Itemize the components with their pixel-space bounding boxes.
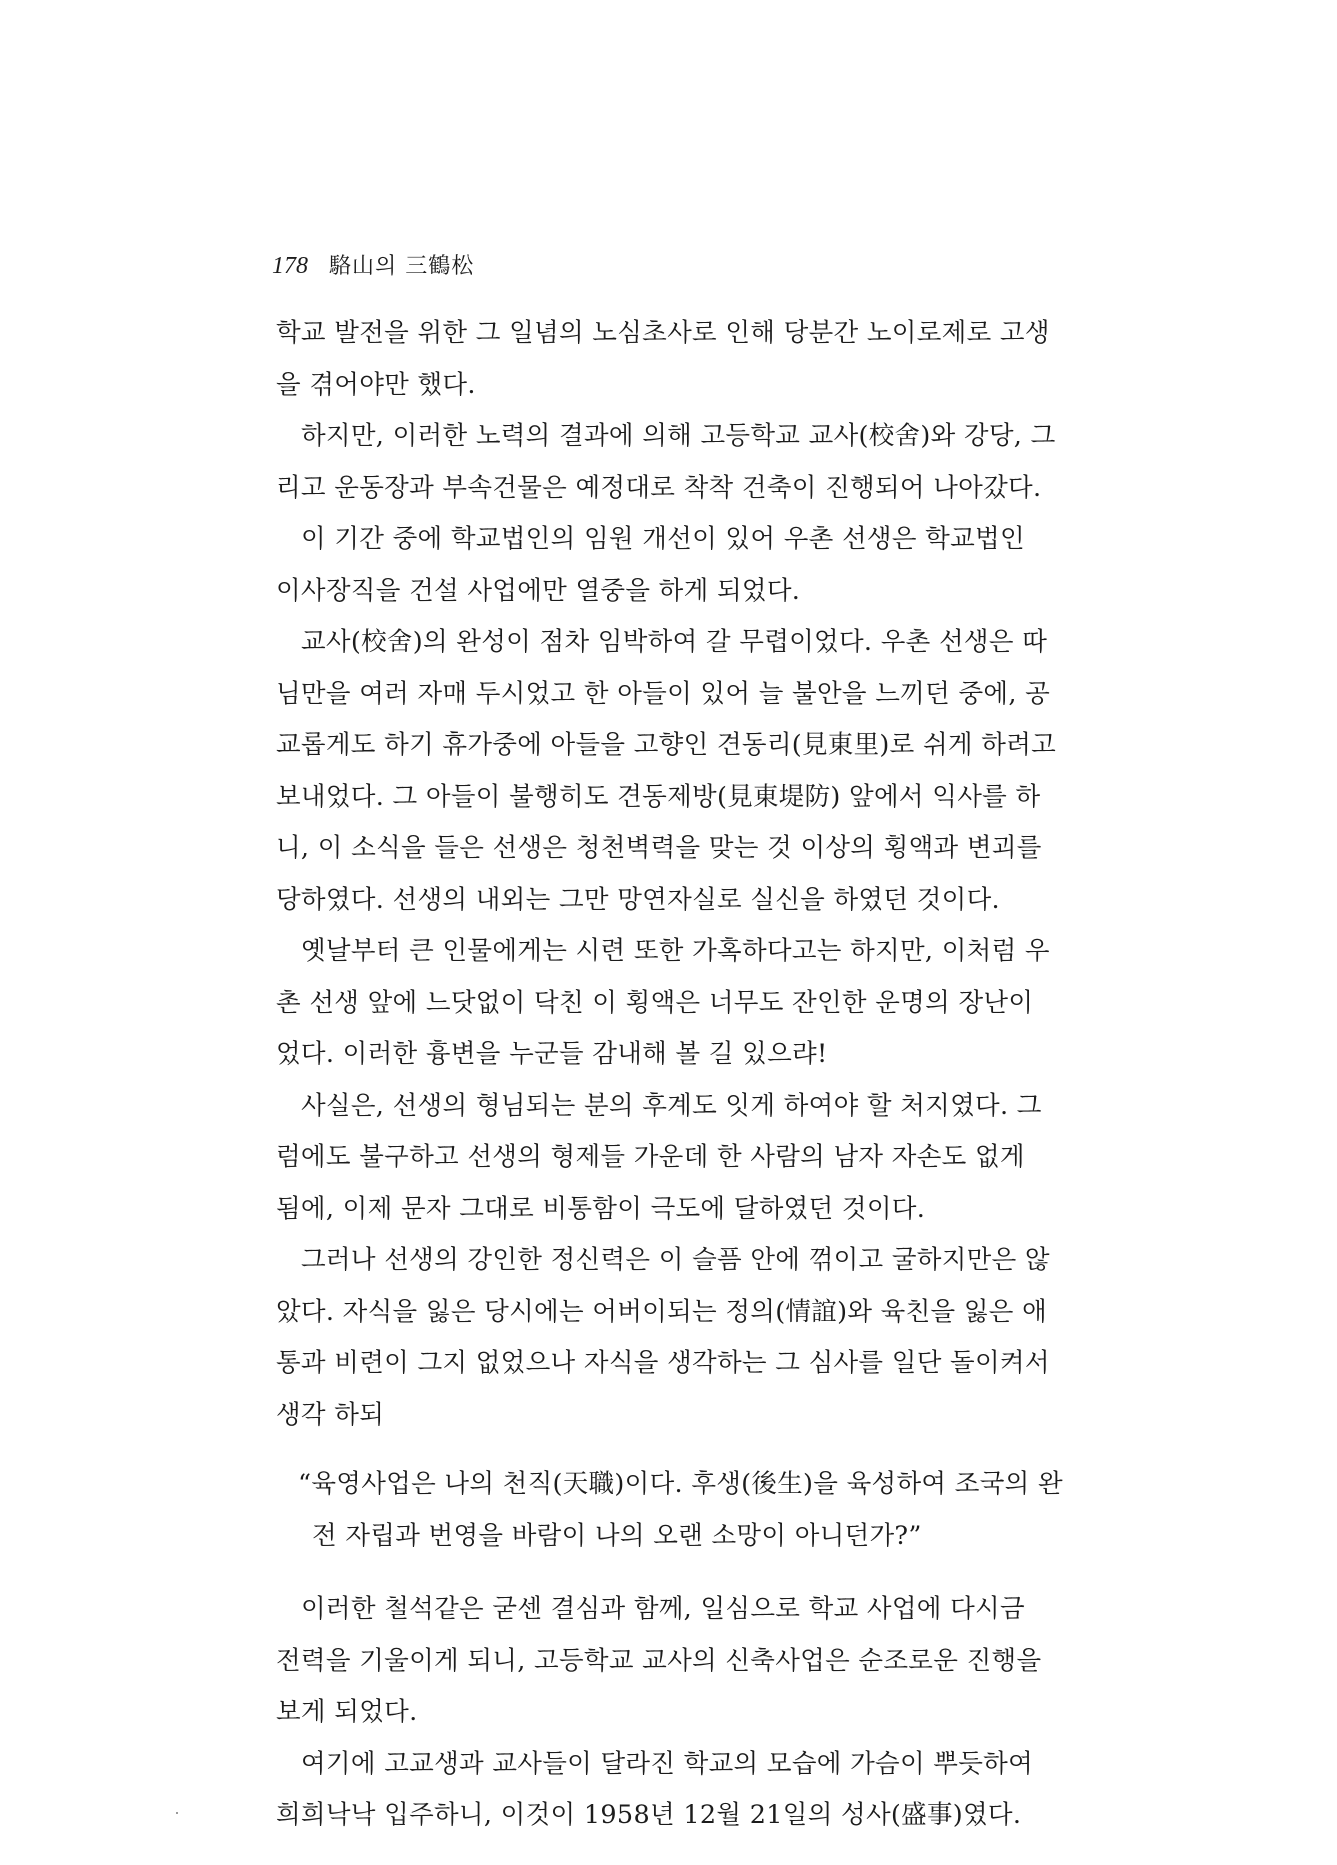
paragraph xyxy=(276,1081,1096,1236)
text-line: 이러한 철석같은 굳센 결심과 함께, 일심으로 학교 사업에 다시금 xyxy=(301,1594,1025,1624)
text-line: 리고 운동장과 부속건물은 예정대로 착착 건축이 진행되어 나아갔다. xyxy=(276,472,1042,503)
text-line: 통과 비련이 그지 없었으나 자식을 생각하는 그 심사를 일단 돌이켜서 xyxy=(276,1348,1050,1378)
text-line: 았다. 자식을 잃은 당시에는 어버이되는 정의(情誼)와 육친을 잃은 애 xyxy=(276,1296,1048,1327)
text-line: 학교 발전을 위한 그 일념의 노심초사로 인해 당분간 노이로제로 고생 xyxy=(276,318,1050,348)
text-line: 보내었다. 그 아들이 불행히도 견동제방(見東堤防) 앞에서 익사를 하 xyxy=(276,781,1041,812)
text-line: 옛날부터 큰 인물에게는 시련 또한 가혹하다고는 하지만, 이처럼 우 xyxy=(301,936,1050,966)
scan-speck xyxy=(176,1812,178,1814)
text-line: 이사장직을 건설 사업에만 열중을 하게 되었다. xyxy=(276,575,801,606)
text-line: 럼에도 불구하고 선생의 형제들 가운데 한 사람의 남자 자손도 없게 xyxy=(276,1142,1025,1172)
quote-line: 전 자립과 번영을 바람이 나의 오랜 소망이 아니던가?” xyxy=(312,1520,922,1551)
paragraph xyxy=(276,1584,1096,1739)
paragraph xyxy=(276,514,1096,617)
text-line: 하지만, 이러한 노력의 결과에 의해 고등학교 교사(校舍)와 강당, 그 xyxy=(301,421,1056,451)
paragraph xyxy=(276,926,1096,1081)
paragraph xyxy=(276,308,1096,411)
text-line: 교사(校舍)의 완성이 점차 임박하여 갈 무렵이었다. 우촌 선생은 따 xyxy=(301,627,1048,657)
text-line: 희희낙낙 입주하니, 이것이 1958년 12월 21일의 성사(盛事)였다. xyxy=(276,1800,1022,1830)
text-line: 보게 되었다. xyxy=(276,1697,418,1727)
text-line: 니, 이 소식을 들은 선생은 청천벽력을 맞는 것 이상의 횡액과 변괴를 xyxy=(276,833,1042,863)
paragraph xyxy=(276,1235,1096,1441)
text-line: 었다. 이러한 흉변을 누군들 감내해 볼 길 있으랴! xyxy=(276,1039,828,1069)
paragraph xyxy=(276,1739,1096,1842)
block-quote xyxy=(276,1459,1096,1562)
text-line: 생각 하되 xyxy=(276,1399,385,1430)
text-line: 여기에 고교생과 교사들이 달라진 학교의 모습에 가슴이 뿌듯하여 xyxy=(301,1748,1034,1779)
text-line: 당하였다. 선생의 내외는 그만 망연자실로 실신을 하였던 것이다. xyxy=(276,884,1000,915)
text-line: 님만을 여러 자매 두시었고 한 아들이 있어 늘 불안을 느끼던 중에, 공 xyxy=(276,678,1051,709)
running-head xyxy=(272,250,474,283)
quote-line: “육영사업은 나의 천직(天職)이다. 후생(後生)을 육성하여 조국의 완 xyxy=(298,1469,1063,1499)
page-number: 178 xyxy=(272,253,308,279)
text-line: 촌 선생 앞에 느닷없이 닥친 이 횡액은 너무도 잔인한 운명의 장난이 xyxy=(276,987,1034,1018)
paragraph xyxy=(276,411,1096,514)
book-title: 駱山의 三鶴松 xyxy=(329,254,475,279)
text-line: 이 기간 중에 학교법인의 임원 개선이 있어 우촌 선생은 학교법인 xyxy=(301,524,1025,554)
body-text xyxy=(276,308,1096,1842)
paragraph xyxy=(276,617,1096,926)
text-line: 전력을 기울이게 되니, 고등학교 교사의 신축사업은 순조로운 진행을 xyxy=(276,1645,1042,1676)
text-line: 그러나 선생의 강인한 정신력은 이 슬픔 안에 꺾이고 굴하지만은 않 xyxy=(301,1245,1050,1275)
text-line: 을 겪어야만 했다. xyxy=(276,369,476,400)
text-line: 교롭게도 하기 휴가중에 아들을 고향인 견동리(見東里)로 쉬게 하려고 xyxy=(276,730,1057,760)
text-line: 됨에, 이제 문자 그대로 비통함이 극도에 달하였던 것이다. xyxy=(276,1193,926,1224)
text-line: 사실은, 선생의 형님되는 분의 후계도 잇게 하여야 할 처지였다. 그 xyxy=(301,1090,1042,1121)
